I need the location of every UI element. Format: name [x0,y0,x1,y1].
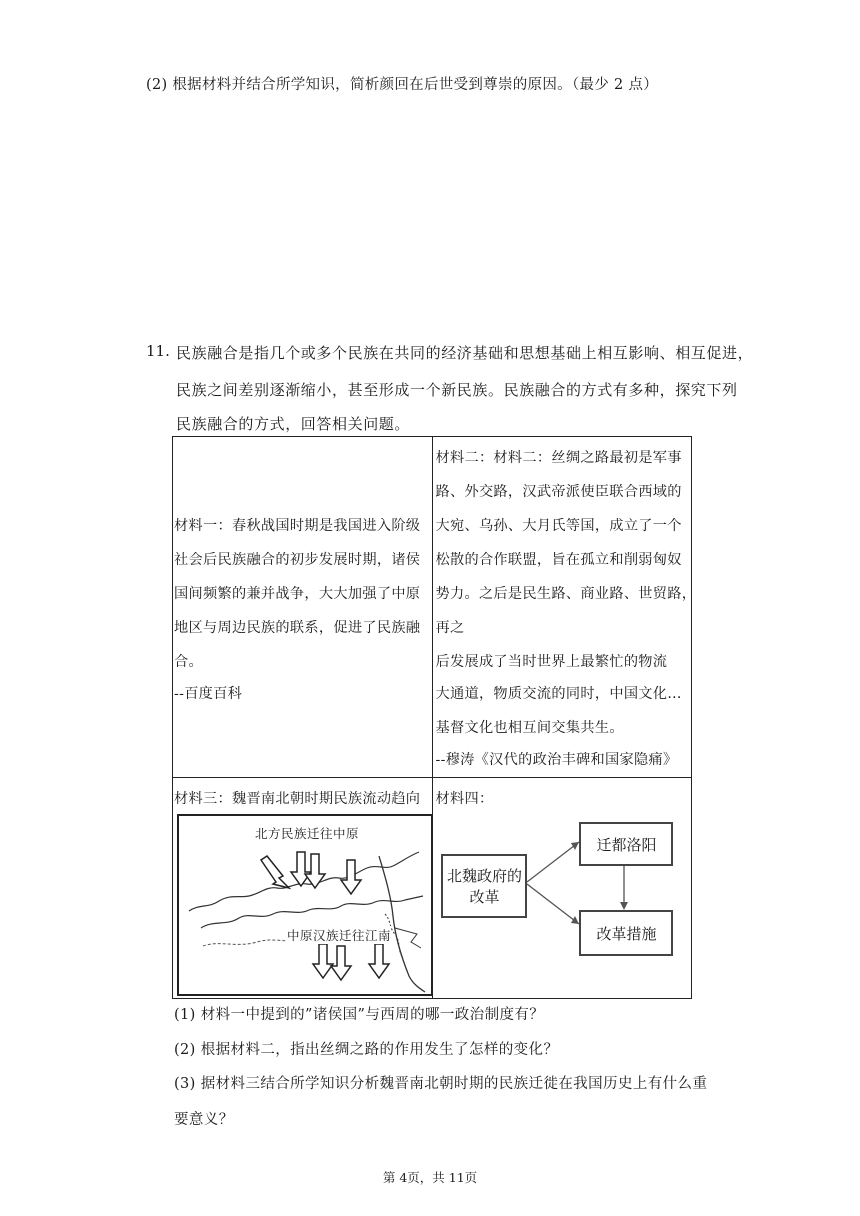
flow-box-main: 北魏政府的改革 [441,854,527,918]
arrowhead-icon [571,916,579,924]
material-2-line: 路、外交路，汉武帝派使臣联合西域的 [435,484,682,500]
material-2-line: 基督文化也相互间交集共生。 [435,720,624,736]
material-2-line: 再之 [435,620,465,636]
arrow-south-migration [369,944,389,978]
arrow-north-migration [305,854,325,888]
arrow-south-migration [313,944,333,978]
arrow-north-migration [341,860,361,894]
arrowhead-icon [620,902,628,910]
question-11-text-line: 民族融合是指几个或多个民族在共同的经济基础和思想基础上相互影响、相互促进， [176,344,754,362]
material-1-line: 合。 [174,654,203,670]
material-2-line: 材料二：材料二：丝绸之路最初是军事 [435,450,682,466]
migration-map [177,814,433,996]
river-line [201,896,423,928]
material-2-line: 松散的合作联盟，旨在孤立和削弱匈奴 [435,552,682,568]
subquestion-3-cont: 要意义？ [174,1112,234,1128]
flow-box-bottom: 改革措施 [579,910,673,956]
material-3-cell [173,778,433,999]
material-1-line: 社会后民族融合的初步发展时期，诸侯 [174,552,421,568]
material-1-line: 材料一：春秋战国时期是我国进入阶级 [174,518,421,534]
material-1-line: 国间频繁的兼并战争，大大加强了中原 [174,586,421,602]
page-footer: 第 4页，共 11页 [382,1170,478,1185]
question-11-number: 11. [146,342,170,360]
question-11-text-line: 民族融合的方式，回答相关问题。 [176,415,411,433]
subquestion-3: (3) 据材料三结合所学知识分析魏晋南北朝时期的民族迁徙在我国历史上有什么重 [174,1076,708,1092]
material-1-cell [173,437,433,778]
arrowhead-icon [571,842,579,850]
material-2-cell [433,437,697,778]
material-2-line: 势力。之后是民生路、商业路、世贸路， [435,586,697,602]
arrow-north-migration [291,852,311,886]
flow-box-top: 迁都洛阳 [579,822,673,866]
map-label-south: 中原汉族迁往江南 [287,928,392,943]
material-2-line: 大通道，物质交流的同时，中国文化… [435,686,682,702]
material-1-source: --百度百科 [174,686,243,702]
material-1-line: 地区与周边民族的联系，促进了民族融 [174,620,421,636]
subquestion-1: (1) 材料一中提到的”诸侯国”与西周的哪一政治制度有？ [174,1007,545,1023]
material-2-line: 后发展成了当时世界上最繁忙的物流 [435,654,668,670]
material-3-title: 材料三：魏晋南北朝时期民族流动趋向 [174,791,421,807]
material-4-cell [433,778,692,999]
material-2-line: 大宛、乌孙、大月氏等国，成立了一个 [435,518,682,534]
material-2-source: --穆涛《汉代的政治丰碑和国家隐痛》 [435,752,678,768]
arrow-north-migration [261,856,289,888]
materials-table [172,436,697,999]
question-11-text-line: 民族之间差别逐渐缩小，甚至形成一个新民族。民族融合的方式有多种，探究下列 [176,381,738,399]
map-label-north: 北方民族迁往中原 [255,826,360,841]
arrow-south-migration [331,946,351,980]
question-10-part-2: (2) 根据材料并结合所学知识，简析颜回在后世受到尊崇的原因。（最少 2 点） [146,77,659,93]
subquestion-2: (2) 根据材料二，指出丝绸之路的作用发生了怎样的变化？ [174,1042,559,1058]
coastline [379,856,425,992]
material-4-title: 材料四： [435,791,494,807]
